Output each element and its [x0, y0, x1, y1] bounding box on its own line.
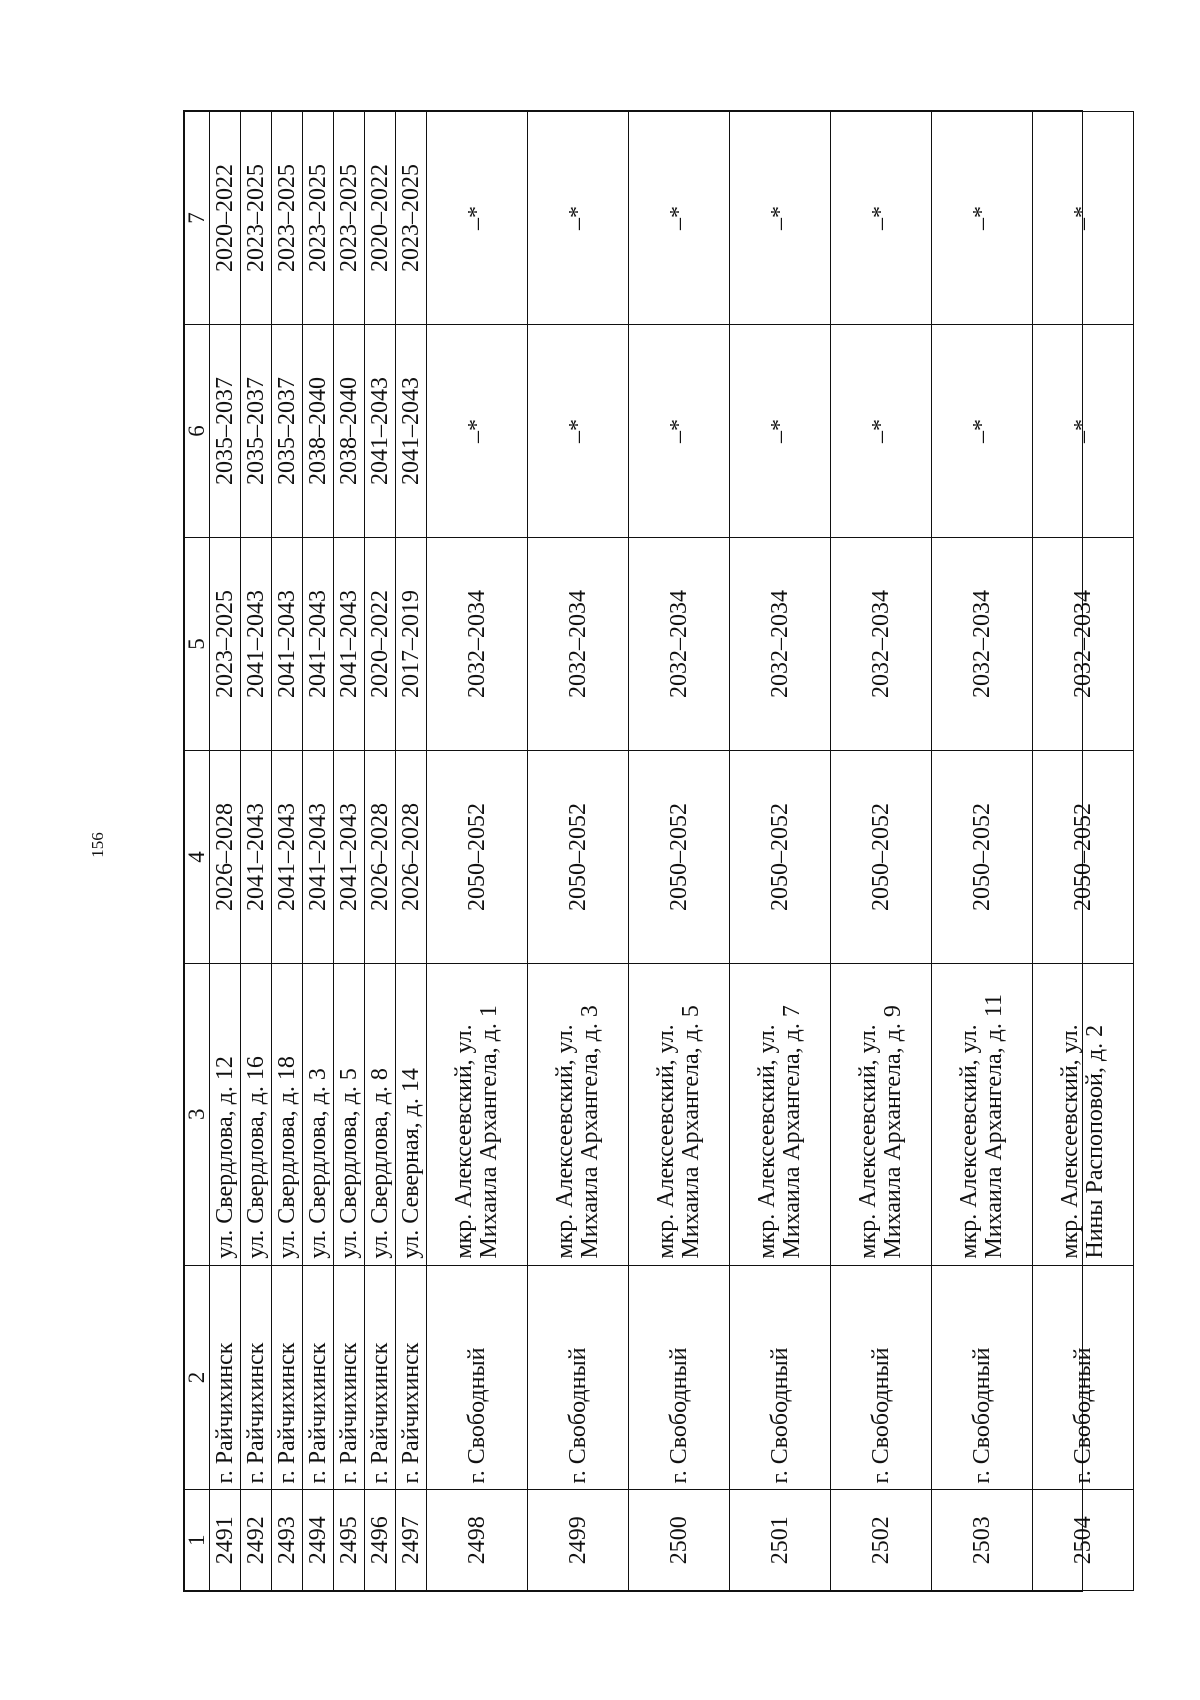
period-cell: 2041–2043 — [272, 750, 303, 963]
city-cell: г. Райчихинск — [365, 1265, 396, 1490]
address-cell: мкр. Алексеевский, ул. Михаила Архангела, д. 9 — [831, 963, 932, 1265]
table-row — [629, 112, 730, 1591]
period-cell: –* — [932, 325, 1033, 538]
page-number: 156 — [88, 832, 107, 858]
city-cell: г. Райчихинск — [303, 1265, 334, 1490]
period-cell: 2023–2025 — [303, 112, 334, 325]
period-cell: 2023–2025 — [210, 538, 241, 751]
period-cell: –* — [1033, 325, 1134, 538]
period-cell: 2050–2052 — [730, 750, 831, 963]
city-cell: г. Райчихинск — [334, 1265, 365, 1490]
table-row — [396, 112, 427, 1591]
column-header: 3 — [185, 963, 210, 1265]
city-cell: г. Свободный — [427, 1265, 528, 1490]
period-cell: –* — [730, 325, 831, 538]
address-cell: ул. Свердлова, д. 18 — [272, 963, 303, 1265]
data-table — [183, 110, 1109, 1592]
period-cell: 2035–2037 — [241, 325, 272, 538]
period-cell: 2050–2052 — [427, 750, 528, 963]
column-header: 1 — [185, 1490, 210, 1591]
period-cell: 2026–2028 — [396, 750, 427, 963]
period-cell: 2041–2043 — [396, 325, 427, 538]
address-cell: ул. Свердлова, д. 8 — [365, 963, 396, 1265]
period-cell: 2032–2034 — [932, 538, 1033, 751]
period-cell: 2032–2034 — [1033, 538, 1134, 751]
period-cell: 2050–2052 — [528, 750, 629, 963]
address-cell: мкр. Алексеевский, ул. Михаила Архангела, д. 3 — [528, 963, 629, 1265]
period-cell: 2020–2022 — [365, 112, 396, 325]
period-cell: 2026–2028 — [365, 750, 396, 963]
period-cell: 2023–2025 — [396, 112, 427, 325]
column-header: 5 — [185, 538, 210, 751]
period-cell: –* — [427, 112, 528, 325]
address-cell: мкр. Алексеевский, ул. Михаила Архангела, д. 1 — [427, 963, 528, 1265]
period-cell: 2032–2034 — [730, 538, 831, 751]
period-cell: 2038–2040 — [303, 325, 334, 538]
period-cell: 2032–2034 — [528, 538, 629, 751]
period-cell: 2041–2043 — [272, 538, 303, 751]
period-cell: 2050–2052 — [629, 750, 730, 963]
period-cell: –* — [831, 325, 932, 538]
period-cell: 2041–2043 — [334, 538, 365, 751]
row-number-cell: 2495 — [334, 1490, 365, 1591]
period-cell: 2041–2043 — [241, 538, 272, 751]
city-cell: г. Свободный — [831, 1265, 932, 1490]
city-cell: г. Райчихинск — [272, 1265, 303, 1490]
row-number-cell: 2502 — [831, 1490, 932, 1591]
address-cell: ул. Свердлова, д. 12 — [210, 963, 241, 1265]
period-cell: 2050–2052 — [932, 750, 1033, 963]
row-number-cell: 2496 — [365, 1490, 396, 1591]
table-header-row — [185, 112, 210, 1591]
column-header: 6 — [185, 325, 210, 538]
period-cell: 2035–2037 — [272, 325, 303, 538]
address-cell: ул. Свердлова, д. 5 — [334, 963, 365, 1265]
table-row — [272, 112, 303, 1591]
address-cell: мкр. Алексеевский, ул. Михаила Архангела, д. 5 — [629, 963, 730, 1265]
address-cell: мкр. Алексеевский, ул. Михаила Архангела, д. 11 — [932, 963, 1033, 1265]
period-cell: 2032–2034 — [427, 538, 528, 751]
table-row — [427, 112, 528, 1591]
period-cell: 2050–2052 — [1033, 750, 1134, 963]
address-cell: ул. Свердлова, д. 3 — [303, 963, 334, 1265]
row-number-cell: 2494 — [303, 1490, 334, 1591]
period-cell: 2023–2025 — [272, 112, 303, 325]
city-cell: г. Райчихинск — [210, 1265, 241, 1490]
period-cell: –* — [629, 325, 730, 538]
period-cell: 2041–2043 — [241, 750, 272, 963]
address-cell: мкр. Алексеевский, ул. Нины Распоповой, д. 2 — [1033, 963, 1134, 1265]
period-cell: 2041–2043 — [303, 538, 334, 751]
period-cell: 2023–2025 — [241, 112, 272, 325]
row-number-cell: 2500 — [629, 1490, 730, 1591]
period-cell: 2041–2043 — [303, 750, 334, 963]
period-cell: 2041–2043 — [365, 325, 396, 538]
period-cell: 2023–2025 — [334, 112, 365, 325]
table-row — [932, 112, 1033, 1591]
address-cell: ул. Северная, д. 14 — [396, 963, 427, 1265]
city-cell: г. Свободный — [730, 1265, 831, 1490]
address-cell: мкр. Алексеевский, ул. Михаила Архангела, д. 7 — [730, 963, 831, 1265]
row-number-cell: 2492 — [241, 1490, 272, 1591]
column-header: 4 — [185, 750, 210, 963]
table-row — [1033, 112, 1134, 1591]
period-cell: –* — [427, 325, 528, 538]
period-cell: 2041–2043 — [334, 750, 365, 963]
table-row — [210, 112, 241, 1591]
period-cell: –* — [730, 112, 831, 325]
city-cell: г. Райчихинск — [241, 1265, 272, 1490]
period-cell: 2038–2040 — [334, 325, 365, 538]
city-cell: г. Свободный — [629, 1265, 730, 1490]
table-row — [365, 112, 396, 1591]
row-number-cell: 2501 — [730, 1490, 831, 1591]
city-cell: г. Свободный — [932, 1265, 1033, 1490]
row-number-cell: 2498 — [427, 1490, 528, 1591]
period-cell: 2020–2022 — [210, 112, 241, 325]
period-cell: 2032–2034 — [629, 538, 730, 751]
row-number-cell: 2491 — [210, 1490, 241, 1591]
row-number-cell: 2497 — [396, 1490, 427, 1591]
row-number-cell: 2504 — [1033, 1490, 1134, 1591]
period-cell: 2035–2037 — [210, 325, 241, 538]
period-cell: –* — [1033, 112, 1134, 325]
period-cell: 2020–2022 — [365, 538, 396, 751]
city-cell: г. Свободный — [1033, 1265, 1134, 1490]
address-cell: ул. Свердлова, д. 16 — [241, 963, 272, 1265]
row-number-cell: 2493 — [272, 1490, 303, 1591]
period-cell: –* — [932, 112, 1033, 325]
table-row — [730, 112, 831, 1591]
period-cell: 2017–2019 — [396, 538, 427, 751]
table-row — [831, 112, 932, 1591]
table-viewport — [183, 110, 1109, 1592]
period-cell: 2032–2034 — [831, 538, 932, 751]
column-header: 7 — [185, 112, 210, 325]
table-row — [303, 112, 334, 1591]
table-row — [334, 112, 365, 1591]
city-cell: г. Свободный — [528, 1265, 629, 1490]
period-cell: –* — [831, 112, 932, 325]
period-cell: –* — [528, 112, 629, 325]
row-number-cell: 2503 — [932, 1490, 1033, 1591]
row-number-cell: 2499 — [528, 1490, 629, 1591]
period-cell: 2026–2028 — [210, 750, 241, 963]
period-cell: 2050–2052 — [831, 750, 932, 963]
column-header: 2 — [185, 1265, 210, 1490]
city-cell: г. Райчихинск — [396, 1265, 427, 1490]
period-cell: –* — [629, 112, 730, 325]
table-row — [241, 112, 272, 1591]
table-row — [528, 112, 629, 1591]
period-cell: –* — [528, 325, 629, 538]
